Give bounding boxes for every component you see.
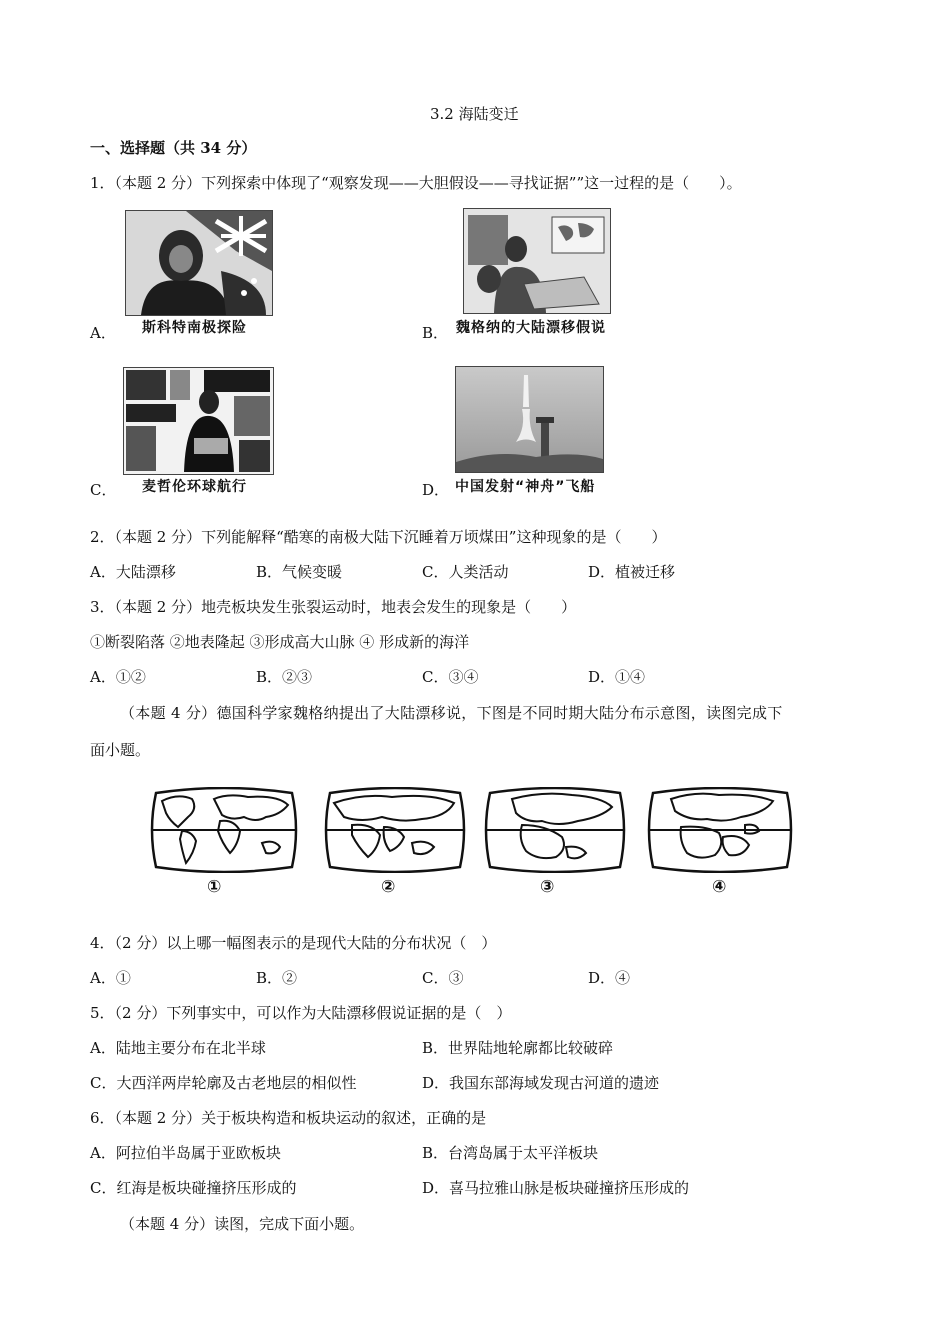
q5-option-b[interactable]: B．世界陆地轮廓都比较破碎 <box>422 1039 614 1057</box>
q6-option-a[interactable]: A．阿拉伯半岛属于亚欧板块 <box>90 1144 281 1162</box>
q1-stem: 1．（本题 2 分）下列探索中体现了“观察发现——大胆假设——寻找证据””这一过程的是（ ）。 <box>90 174 742 192</box>
q3-option-b[interactable]: B．②③ <box>256 668 313 686</box>
intro-wegener-line1: （本题 4 分）德国科学家魏格纳提出了大陆漂移说，下图是不同时期大陆分布示意图，读图完成下 <box>120 704 783 722</box>
q4-stem: 4．（2 分）以上哪一幅图表示的是现代大陆的分布状况（ ） <box>90 934 497 952</box>
q2-option-d[interactable]: D．植被迁移 <box>588 563 676 581</box>
q1-option-a-letter[interactable]: A． <box>90 324 116 342</box>
q1-option-b-letter[interactable]: B． <box>422 324 449 342</box>
q1-caption-a: 斯科特南极探险 <box>142 320 247 336</box>
map-label-1: ① <box>207 877 222 897</box>
q1-option-c-letter[interactable]: C． <box>90 481 117 499</box>
q6-option-c[interactable]: C．红海是板块碰撞挤压形成的 <box>90 1179 297 1197</box>
q4-option-d[interactable]: D．④ <box>588 969 631 987</box>
q1-caption-c: 麦哲伦环球航行 <box>142 479 247 495</box>
q6-stem: 6．（本题 2 分）关于板块构造和板块运动的叙述，正确的是 <box>90 1109 487 1127</box>
q2-option-a[interactable]: A．大陆漂移 <box>90 563 176 581</box>
shenzhou-launch-photo <box>455 366 604 473</box>
q2-stem: 2．（本题 2 分）下列能解释“酷寒的南极大陆下沉睡着万顷煤田”这种现象的是（ ） <box>90 528 667 546</box>
continent-map-3 <box>482 787 628 873</box>
q1-caption-b: 魏格纳的大陆漂移假说 <box>456 320 606 336</box>
map-label-3: ③ <box>540 877 555 897</box>
q3-stem: 3．（本题 2 分）地壳板块发生张裂运动时，地表会发生的现象是（ ） <box>90 598 577 616</box>
q4-option-a[interactable]: A．① <box>90 969 131 987</box>
q6-option-b[interactable]: B．台湾岛属于太平洋板块 <box>422 1144 599 1162</box>
intro-wegener-line2: 面小题。 <box>90 741 151 759</box>
magellan-newspaper-collage <box>123 367 274 475</box>
q3-option-d[interactable]: D．①④ <box>588 668 646 686</box>
continent-map-2 <box>322 787 468 873</box>
section-heading: 一、选择题（共 34 分） <box>90 139 257 157</box>
intro-read-map: （本题 4 分）读图，完成下面小题。 <box>120 1215 365 1233</box>
continent-map-4 <box>645 787 795 873</box>
q4-option-c[interactable]: C．③ <box>422 969 464 987</box>
q3-option-c[interactable]: C．③④ <box>422 668 479 686</box>
q6-option-d[interactable]: D．喜马拉雅山脉是板块碰撞挤压形成的 <box>422 1179 690 1197</box>
q5-option-d[interactable]: D．我国东部海域发现古河道的遗迹 <box>422 1074 660 1092</box>
q3-option-a[interactable]: A．①② <box>90 668 146 686</box>
q5-option-a[interactable]: A．陆地主要分布在北半球 <box>90 1039 266 1057</box>
map-label-4: ④ <box>712 877 727 897</box>
page-title: 3.2 海陆变迁 <box>430 105 519 123</box>
map-label-2: ② <box>381 877 396 897</box>
q1-caption-d: 中国发射“神舟”飞船 <box>455 479 596 495</box>
wegener-photo <box>463 208 611 314</box>
q5-stem: 5．（2 分）下列事实中，可以作为大陆漂移假说证据的是（ ） <box>90 1004 512 1022</box>
continent-map-1 <box>148 787 300 873</box>
q2-option-c[interactable]: C．人类活动 <box>422 563 509 581</box>
q4-option-b[interactable]: B．② <box>256 969 298 987</box>
q2-option-b[interactable]: B．气候变暖 <box>256 563 343 581</box>
scott-antarctic-photo <box>125 210 273 316</box>
q5-option-c[interactable]: C．大西洋两岸轮廓及古老地层的相似性 <box>90 1074 357 1092</box>
q1-option-d-letter[interactable]: D． <box>422 481 450 499</box>
q3-items: ①断裂陷落 ②地表隆起 ③形成高大山脉 ④ 形成新的海洋 <box>90 633 470 651</box>
